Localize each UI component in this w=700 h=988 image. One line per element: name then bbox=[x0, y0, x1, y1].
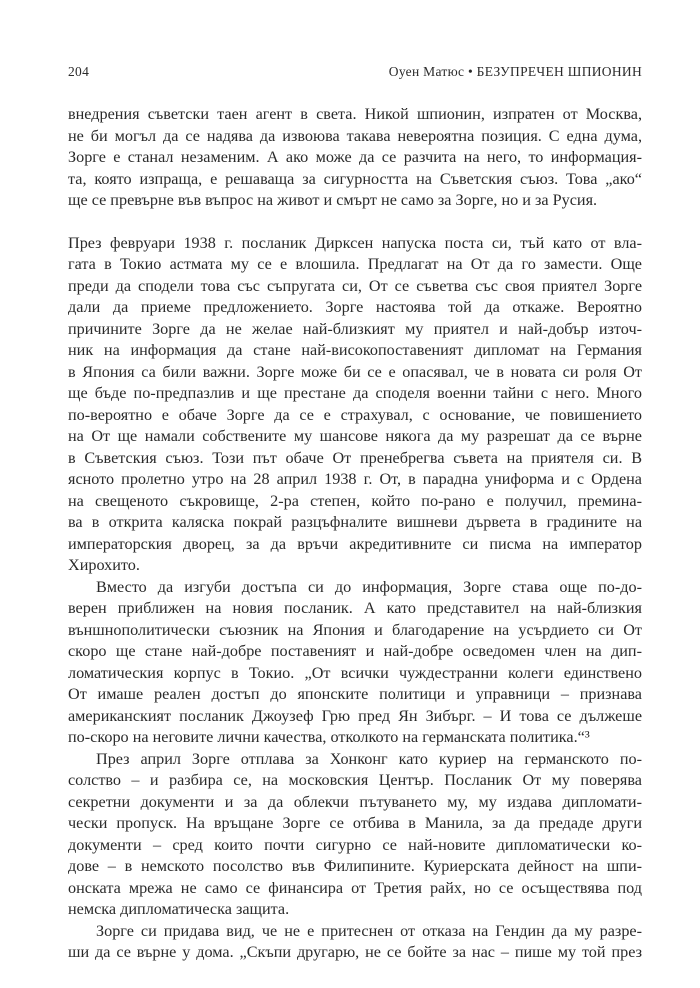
text-line: солство – и разбира се, на московския Център. Посланик От му поверява bbox=[68, 771, 642, 789]
text-line: на свещеното съкровище, 2-ра степен, който по-рано е получил, премина- bbox=[68, 491, 642, 510]
text-line: императорския дворец, за да връчи акредитивните си писма на император bbox=[68, 534, 642, 553]
text-line: верен приближен на новия посланик. А като представител на най-близкия bbox=[68, 599, 642, 617]
paragraph bbox=[68, 233, 642, 577]
text-line: ясното пролетно утро на 28 април 1938 г. От, в парадна униформа и с Ордена bbox=[68, 470, 642, 488]
text-line: на От ще намали собствените му шансове някога да му разрешат да се върне bbox=[68, 427, 642, 445]
text-line: Вместо да изгуби достъпа си до информация, Зорге става още по-до- bbox=[96, 577, 642, 596]
text-line: немска дипломатическа защита. bbox=[68, 900, 290, 918]
text-line: скоро ще стане най-добре поставеният и най-добре осведомен член на дип- bbox=[68, 642, 642, 660]
text-line: През април Зорге отплава за Хонконг като куриер на германското по- bbox=[96, 749, 642, 768]
text-line: ще се превърне във въпрос на живот и смърт не само за Зорге, но и за Русия. bbox=[68, 191, 598, 209]
running-head: Оуен Матюс • БЕЗУПРЕЧЕН ШПИОНИН bbox=[388, 64, 642, 79]
paragraph bbox=[68, 921, 642, 964]
text-line: ва в открита каляска покрай разцъфналите вишневи дървета в градините на bbox=[68, 513, 642, 531]
text-line: онската мрежа не само се финансира от Третия райх, но се осъществява под bbox=[68, 878, 642, 897]
paragraph bbox=[68, 577, 642, 749]
text-line: дове – в немското посолство във Филипините. Куриерската дейност на шпи- bbox=[68, 857, 642, 875]
text-line: по-скоро на неговите лични качества, отколкото на германската политика.“³ bbox=[68, 728, 590, 746]
text-line: Зорге си придава вид, че не е притеснен от отказа на Гендин да му разре- bbox=[96, 921, 642, 940]
text-line: не би могъл да се надява да извоюва такава невероятна позиция. С една дума, bbox=[68, 126, 642, 145]
text-line: секретни документи и за да облекчи пътуването му, му издава дипломати- bbox=[68, 792, 642, 811]
text-line: преди да сподели това със съпругата си, От се съветва със своя приятел Зорге bbox=[68, 276, 642, 295]
text-line: внедрения съветски таен агент в света. Никой шпионин, изпратен от Москва, bbox=[68, 105, 642, 123]
text-line: Зорге е станал незаменим. А ако може да се разчита на него, то информация- bbox=[68, 148, 642, 166]
text-line: по-вероятно е обаче Зорге да се е страхувал, с основание, че повишението bbox=[68, 405, 642, 424]
text-line: От имаше реален достъп до японските политици и управници – признава bbox=[68, 685, 642, 703]
text-line: в Япония са били важни. Зорге може би се е опасявал, че в новата си роля От bbox=[68, 362, 642, 381]
page-header bbox=[68, 64, 642, 84]
paragraph-gap bbox=[68, 212, 642, 233]
text-line: документи – сред които почти сигурно се най-новите дипломатически ко- bbox=[68, 835, 642, 854]
text-line: външнополитически съюзник на Япония и благодарение на усърдието си От bbox=[68, 620, 642, 639]
text-line: та, която изпраща, е решаваща за сигурността на Съветския съюз. Това „ако“ bbox=[68, 169, 642, 188]
paragraph bbox=[68, 749, 642, 921]
text-line: гата в Токио астмата му се е влошила. Предлагат на От да го замести. Още bbox=[68, 255, 642, 273]
text-line: ник на информация да стане най-високопоставеният дипломат на Германия bbox=[68, 341, 642, 359]
text-line: причините Зорге да не желае най-близкият му приятел и най-добър източ- bbox=[68, 319, 642, 338]
body-text bbox=[68, 104, 642, 964]
text-line: Хирохито. bbox=[68, 556, 140, 574]
text-line: ши да се върне у дома. „Скъпи другарю, не се бойте за нас – пише му той през bbox=[68, 943, 642, 961]
paragraph bbox=[68, 104, 642, 212]
text-line: американският посланик Джоузеф Грю пред Ян Зибърг. – И това се дължеше bbox=[68, 706, 642, 725]
text-line: чески пропуск. На връщане Зорге се отбива в Манила, за да предаде други bbox=[68, 814, 642, 832]
text-line: През февруари 1938 г. посланик Дирксен напуска поста си, тъй като от вла- bbox=[68, 233, 642, 252]
text-line: ломатическия корпус в Токио. „От всички чуждестранни колеги единствено bbox=[68, 663, 642, 682]
text-line: ще бъде по-предпазлив и ще престане да споделя военни тайни с него. Много bbox=[68, 384, 642, 402]
text-line: дали да приеме предложението. Зорге настоява той да откаже. Вероятно bbox=[68, 298, 642, 316]
text-line: в Съветския съюз. Този път обаче От пренебрегва съвета на приятеля си. В bbox=[68, 448, 642, 467]
page-number: 204 bbox=[68, 64, 90, 79]
